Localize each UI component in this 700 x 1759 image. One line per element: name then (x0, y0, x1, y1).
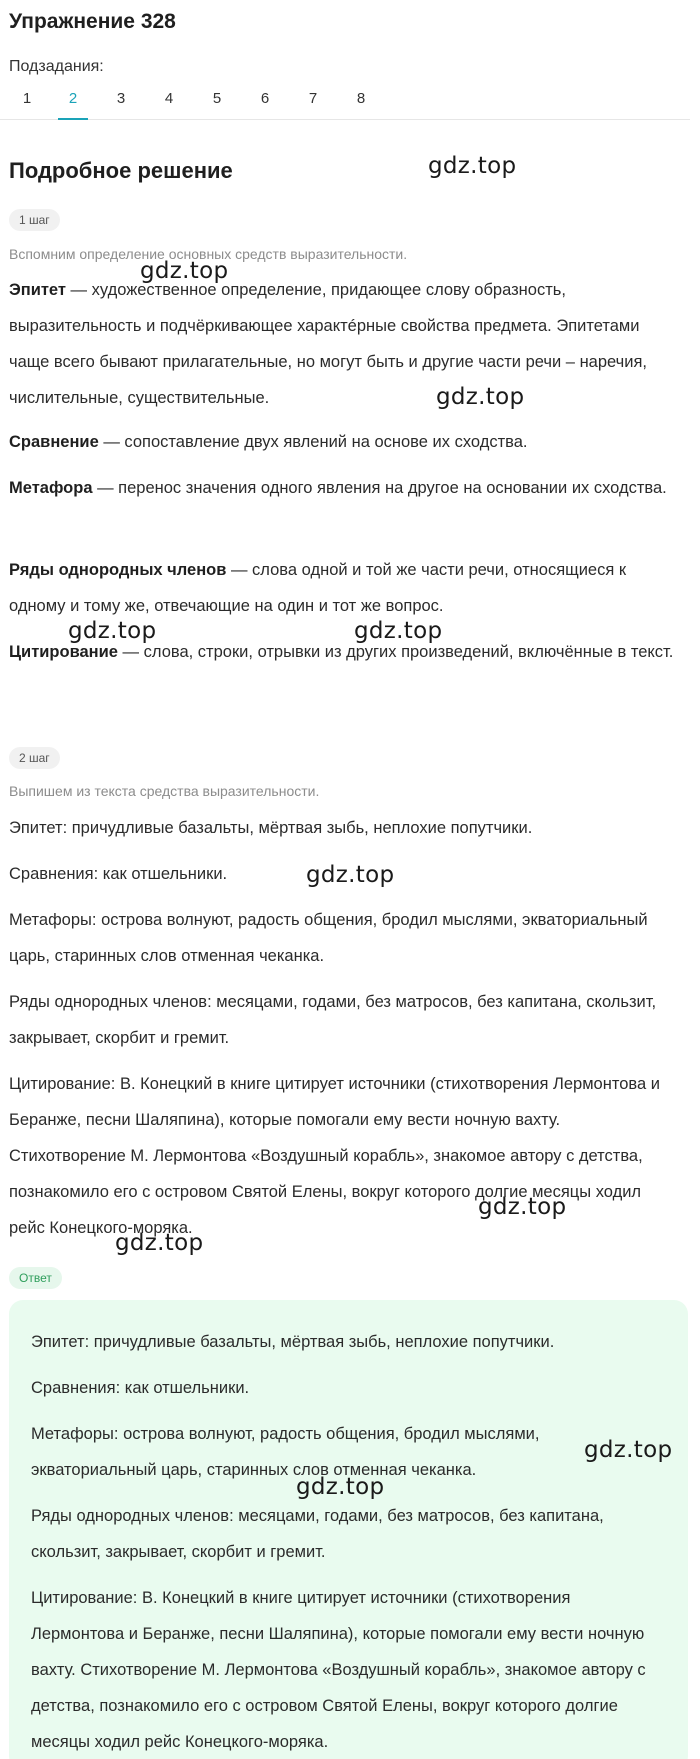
solution-title: Подробное решение (9, 158, 233, 183)
comparison-def-text: — сопоставление двух явлений на основе их сходства. (98, 433, 528, 451)
answer-metaphors: Метафоры: острова волнуют, радость общения, бродил мыслями, экваториальный царь, старинных слов отменная чеканка. (31, 1425, 540, 1479)
metaphor-term: Метафора (9, 479, 93, 497)
step-2-comparison: Сравнения: как отшельники. (9, 865, 228, 883)
subtask-tabs (0, 86, 690, 120)
homogeneous-definition (9, 552, 679, 624)
homogeneous-def-text: — слова одной и той же части речи, относящиеся к одному и тому же, отвечающие на один и тот же вопрос. (9, 561, 627, 615)
homogeneous-term: Ряды однородных членов (9, 561, 227, 579)
watermark: gdz.top (306, 862, 395, 888)
tab-1[interactable]: 1 (22, 90, 32, 107)
tab-2[interactable]: 2 (58, 90, 88, 120)
citation-def-text: — слова, строки, отрывки из других произведений, включённые в текст. (117, 643, 674, 661)
tab-4[interactable]: 4 (164, 90, 174, 107)
epithet-definition (9, 272, 679, 416)
page-title: Упражнение 328 (9, 10, 176, 33)
comparison-term: Сравнение (9, 433, 99, 451)
subtasks-label: Подзадания: (9, 58, 104, 75)
tab-8[interactable]: 8 (356, 90, 366, 107)
tab-7[interactable]: 7 (308, 90, 318, 107)
watermark: gdz.top (140, 258, 229, 284)
step-2-badge: 2 шаг (9, 747, 60, 769)
comparison-definition (9, 424, 679, 460)
watermark: gdz.top (478, 1194, 567, 1220)
tab-5[interactable]: 5 (212, 90, 222, 107)
step-1-badge: 1 шаг (9, 209, 60, 231)
answer-comparison: Сравнения: как отшельники. (31, 1379, 250, 1397)
watermark: gdz.top (584, 1437, 673, 1463)
step-2-citation: Цитирование: В. Конецкий в книге цитирует источники (стихотворения Лермонтова и Беранже, песни Шаляпина), которые помогали ему вести ночную вахту. Стихотворение М. Лермонтова «Воздушный корабль», знакомое автору с детства, познакомило его с островом Святой Елены, вокруг которого долгие месяцы ходил рейс Конецкого-моряка. (9, 1075, 660, 1237)
step-2-epithet: Эпитет: причудливые базальты, мёртвая зыбь, неплохие попутчики. (9, 819, 533, 837)
epithet-term: Эпитет (9, 281, 66, 299)
epithet-def-text: — художественное определение, придающее слову образность, выразительность и подчёркивающее характéрные свойства предмета. Эпитетами чаще всего бывают прилагательные, но могут быть и другие части речи – наречия, числительные, существительные. (9, 281, 647, 407)
step-1-hint: Вспомним определение основных средств выразительности. (9, 246, 408, 262)
answer-epithet: Эпитет: причудливые базальты, мёртвая зыбь, неплохие попутчики. (31, 1333, 555, 1351)
citation-term: Цитирование (9, 643, 118, 661)
answer-citation: Цитирование: В. Конецкий в книге цитирует источники (стихотворения Лермонтова и Беранже, песни Шаляпина), которые помогали ему вести ночную вахту. Стихотворение М. Лермонтова «Воздушный корабль», знакомое автору с детства, познакомило его с островом Святой Елены, вокруг которого долгие месяцы ходил рейс Конецкого-моряка. (31, 1589, 646, 1751)
tab-3[interactable]: 3 (116, 90, 126, 107)
watermark: gdz.top (68, 618, 157, 644)
tab-6[interactable]: 6 (260, 90, 270, 107)
metaphor-def-text: — перенос значения одного явления на другое на основании их сходства. (92, 479, 667, 497)
watermark: gdz.top (115, 1230, 204, 1256)
watermark: gdz.top (428, 153, 517, 179)
watermark: gdz.top (436, 384, 525, 410)
answer-badge: Ответ (9, 1267, 62, 1289)
metaphor-definition (9, 470, 679, 506)
watermark: gdz.top (354, 618, 443, 644)
step-2-metaphors: Метафоры: острова волнуют, радость общения, бродил мыслями, экваториальный царь, старинных слов отменная чеканка. (9, 911, 648, 965)
step-2-hint: Выпишем из текста средства выразительности. (9, 783, 320, 799)
step-2-homogeneous: Ряды однородных членов: месяцами, годами, без матросов, без капитана, скользит, закрывает, скорбит и гремит. (9, 993, 657, 1047)
answer-homogeneous: Ряды однородных членов: месяцами, годами, без матросов, без капитана, скользит, закрывает, скорбит и гремит. (31, 1507, 604, 1561)
watermark: gdz.top (296, 1474, 385, 1500)
